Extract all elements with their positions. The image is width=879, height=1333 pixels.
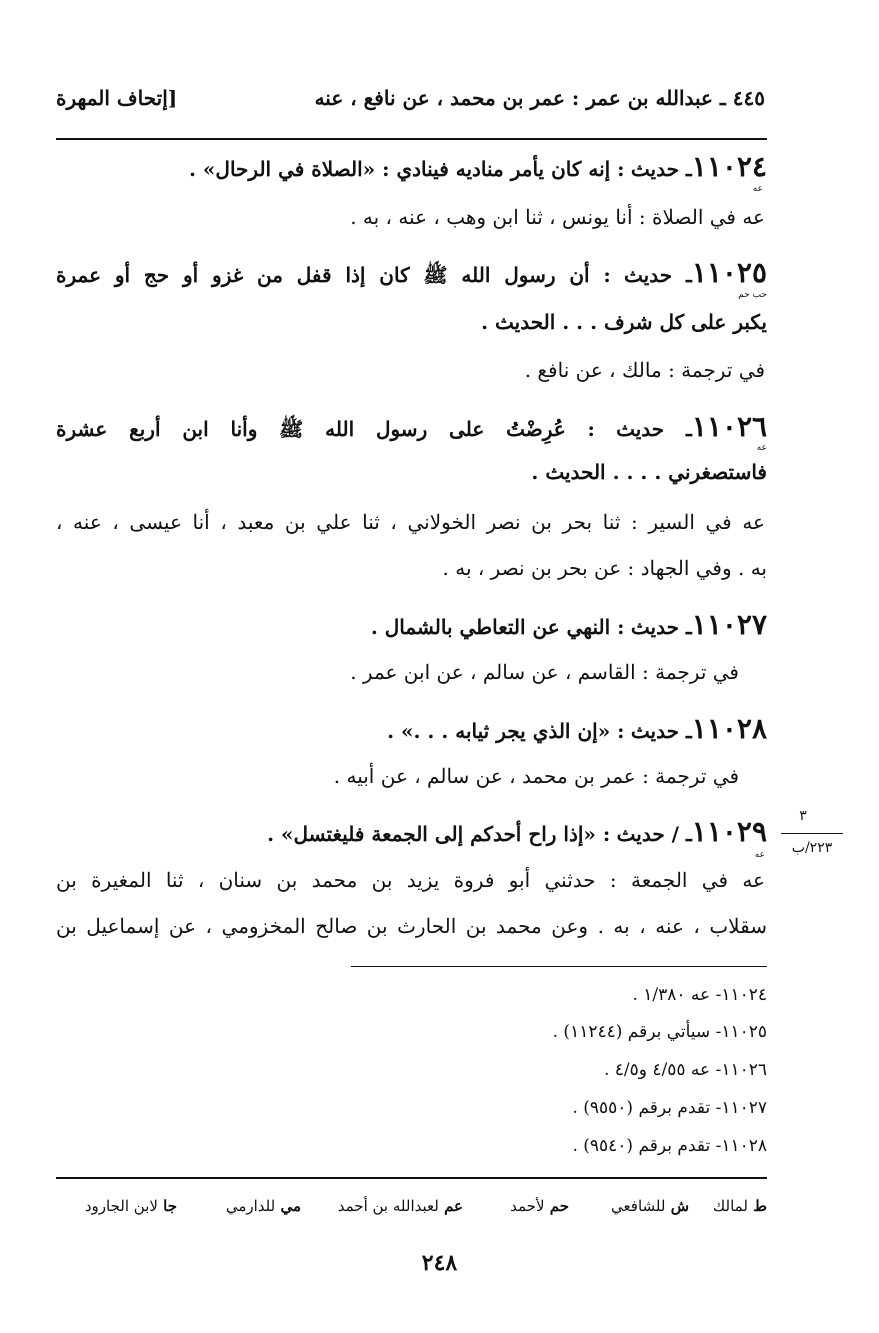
hadith-text: : «إن الذي يجر ثيابه . . .» . bbox=[387, 719, 625, 743]
hadith-entry-11029 bbox=[267, 815, 767, 848]
narration-chain-continued: سقلاب ، عنه ، به . وعن محمد بن الحارث بن صالح المخزومي ، عن إسماعيل بن bbox=[56, 914, 767, 938]
hadith-entry-11027 bbox=[371, 608, 767, 641]
footnote-11025: ١١٠٢٥- سيأتي برقم (١١٢٤٤) . bbox=[552, 1022, 767, 1042]
source-mark: عه bbox=[754, 850, 765, 860]
hadith-entry-11024 bbox=[189, 150, 767, 183]
symbol-key-abdullah: عم لعبدالله بن أحمد bbox=[337, 1197, 463, 1215]
narration-chain: عه في السير : ثنا بحر بن نصر الخولاني ، ثنا علي بن معبد ، أنا عيسى ، عنه ، bbox=[56, 510, 765, 534]
hadith-number: ١١٠٢٨ bbox=[691, 712, 767, 745]
narration-chain: في ترجمة : عمر بن محمد ، عن سالم ، عن أبيه . bbox=[333, 764, 739, 788]
footnote-rule bbox=[351, 966, 767, 967]
hadith-text: : إنه كان يأمر مناديه فينادي : «الصلاة في الرحال» . bbox=[189, 157, 625, 181]
margin-note-rule bbox=[781, 833, 843, 834]
running-header-title: ٤٤٥ ـ عبدالله بن عمر : عمر بن محمد ، عن نافع ، عنه bbox=[314, 86, 765, 110]
footnote-11026: ١١٠٢٦- عه ٤/٥٥ و٤/٥ . bbox=[603, 1060, 767, 1080]
hadith-number: ١١٠٢٩ bbox=[691, 815, 767, 848]
symbol-key-shafii: ش للشافعي bbox=[611, 1197, 689, 1215]
hadith-text-continued: فاستصغرني . . . . الحديث . bbox=[531, 460, 767, 484]
symbol-key-darimi: مي للدارمي bbox=[225, 1197, 301, 1215]
symbols-rule bbox=[56, 1177, 767, 1179]
symbol-key-malik: ط لمالك bbox=[712, 1197, 767, 1215]
narration-chain-continued: به . وفي الجهاد : عن بحر بن نصر ، به . bbox=[442, 556, 767, 580]
hadith-label: ـ حديث bbox=[624, 263, 692, 287]
hadith-entry-11025 bbox=[56, 256, 767, 292]
hadith-label: ـ حديث bbox=[630, 719, 692, 743]
margin-note-top: ٣ bbox=[799, 808, 807, 824]
margin-note-bottom: ٢٢٣/ب bbox=[791, 840, 833, 856]
narration-chain: عه في الجمعة : حدثني أبو فروة يزيد بن محمد بن سنان ، ثنا المغيرة بن bbox=[56, 868, 765, 892]
hadith-text: : النهي عن التعاطي بالشمال . bbox=[370, 615, 625, 639]
hadith-number: ١١٠٢٧ bbox=[691, 608, 767, 641]
running-header-book: [إتحاف المهرة bbox=[56, 86, 178, 110]
narration-chain: في ترجمة : القاسم ، عن سالم ، عن ابن عمر . bbox=[350, 660, 739, 684]
narration-chain: عه في الصلاة : أنا يونس ، ثنا ابن وهب ، عنه ، به . bbox=[350, 205, 765, 229]
hadith-label: ـ حديث bbox=[616, 417, 692, 441]
hadith-entry-11028 bbox=[387, 712, 767, 745]
header-rule bbox=[56, 138, 767, 140]
hadith-number: ١١٠٢٦ bbox=[691, 410, 768, 443]
hadith-text: : «إذا راح أحدكم إلى الجمعة فليغتسل» . bbox=[267, 822, 611, 846]
source-mark: عه bbox=[756, 443, 767, 453]
hadith-text-continued: يكبر على كل شرف . . . الحديث . bbox=[481, 310, 767, 334]
symbol-key-ahmad: حم لأحمد bbox=[510, 1197, 569, 1215]
hadith-number: ١١٠٢٤ bbox=[691, 150, 767, 183]
hadith-label: ـ / حديث bbox=[616, 822, 692, 846]
hadith-text: : أن رسول الله ﷺ كان إذا قفل من غزو أو حج أو عمرة bbox=[56, 263, 611, 287]
hadith-label: ـ حديث bbox=[630, 615, 692, 639]
footnote-11027: ١١٠٢٧- تقدم برقم (٩٥٥٠) . bbox=[572, 1098, 767, 1118]
hadith-entry-11026 bbox=[56, 410, 767, 446]
hadith-text: : عُرِضْتُ على رسول الله ﷺ وأنا ابن أربع عشرة bbox=[56, 417, 595, 441]
narration-chain: في ترجمة : مالك ، عن نافع . bbox=[524, 358, 765, 382]
hadith-label: ـ حديث bbox=[630, 157, 692, 181]
symbol-key-ibn-jarud: جا لابن الجارود bbox=[84, 1197, 177, 1215]
footnote-11028: ١١٠٢٨- تقدم برقم (٩٥٤٠) . bbox=[572, 1136, 767, 1156]
page-number: ٢٤٨ bbox=[421, 1250, 458, 1276]
source-mark: عه bbox=[752, 184, 763, 194]
source-mark: حب حم bbox=[738, 290, 767, 300]
hadith-number: ١١٠٢٥ bbox=[691, 256, 768, 289]
footnote-11024: ١١٠٢٤- عه ١/٣٨٠ . bbox=[632, 985, 767, 1005]
